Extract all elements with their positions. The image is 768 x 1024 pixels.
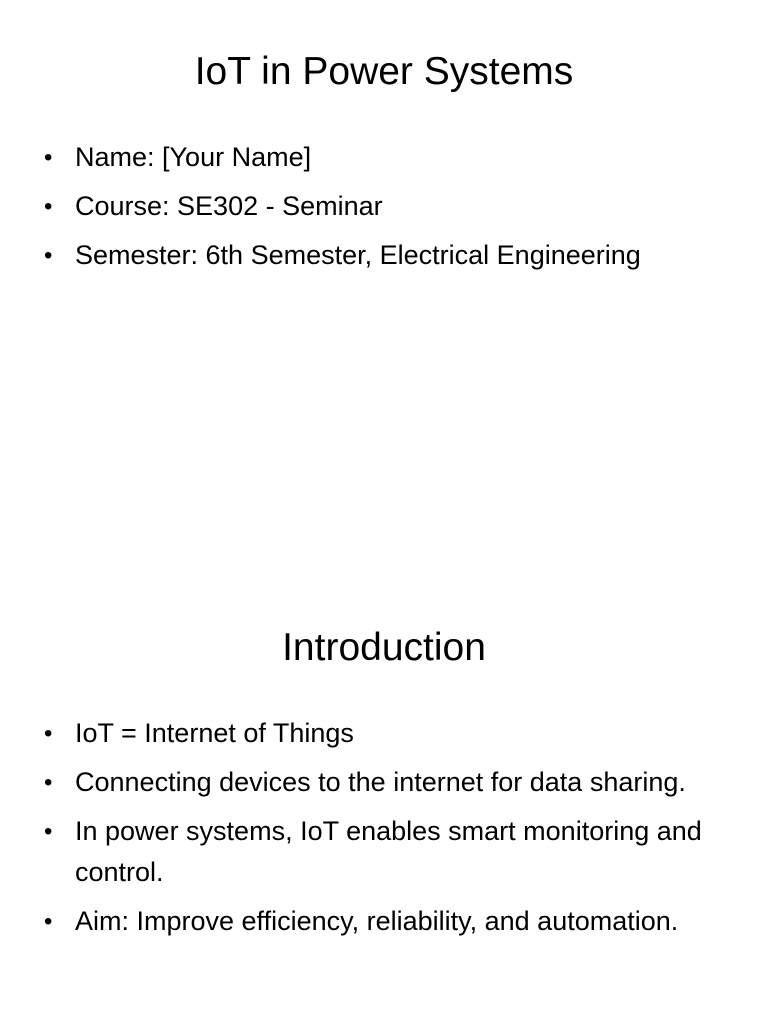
bullet-dot-icon: •: [44, 720, 53, 747]
bullet-dot-icon: •: [44, 242, 53, 269]
slide-1-title: IoT in Power Systems: [194, 50, 574, 93]
bullet-text: Semester: 6th Semester, Electrical Engineering: [75, 240, 641, 270]
bullet-iot-definition: [44, 713, 734, 754]
slide-1-bullet-list: [44, 137, 734, 284]
bullet-power-systems: [44, 811, 734, 893]
bullet-text: Course: SE302 - Seminar: [75, 191, 383, 221]
bullet-text: Name: [Your Name]: [75, 142, 312, 172]
bullet-dot-icon: •: [44, 908, 53, 935]
slide-2-title: Introduction: [282, 626, 486, 669]
bullet-text: Connecting devices to the internet for data sharing.: [75, 767, 686, 797]
bullet-connecting-devices: [44, 762, 734, 803]
bullet-semester: [44, 235, 734, 276]
bullet-dot-icon: •: [44, 769, 53, 796]
bullet-text: In power systems, IoT enables smart monitoring and control.: [75, 816, 702, 887]
slide-2-bullet-list: [44, 713, 734, 950]
bullet-course: [44, 186, 734, 227]
bullet-dot-icon: •: [44, 193, 53, 220]
bullet-name: [44, 137, 734, 178]
bullet-dot-icon: •: [44, 144, 53, 171]
bullet-aim: [44, 901, 734, 942]
slide-introduction: [0, 576, 768, 1024]
bullet-text: IoT = Internet of Things: [75, 718, 354, 748]
bullet-dot-icon: •: [44, 818, 53, 845]
bullet-text: Aim: Improve efficiency, reliability, and automation.: [75, 906, 679, 936]
